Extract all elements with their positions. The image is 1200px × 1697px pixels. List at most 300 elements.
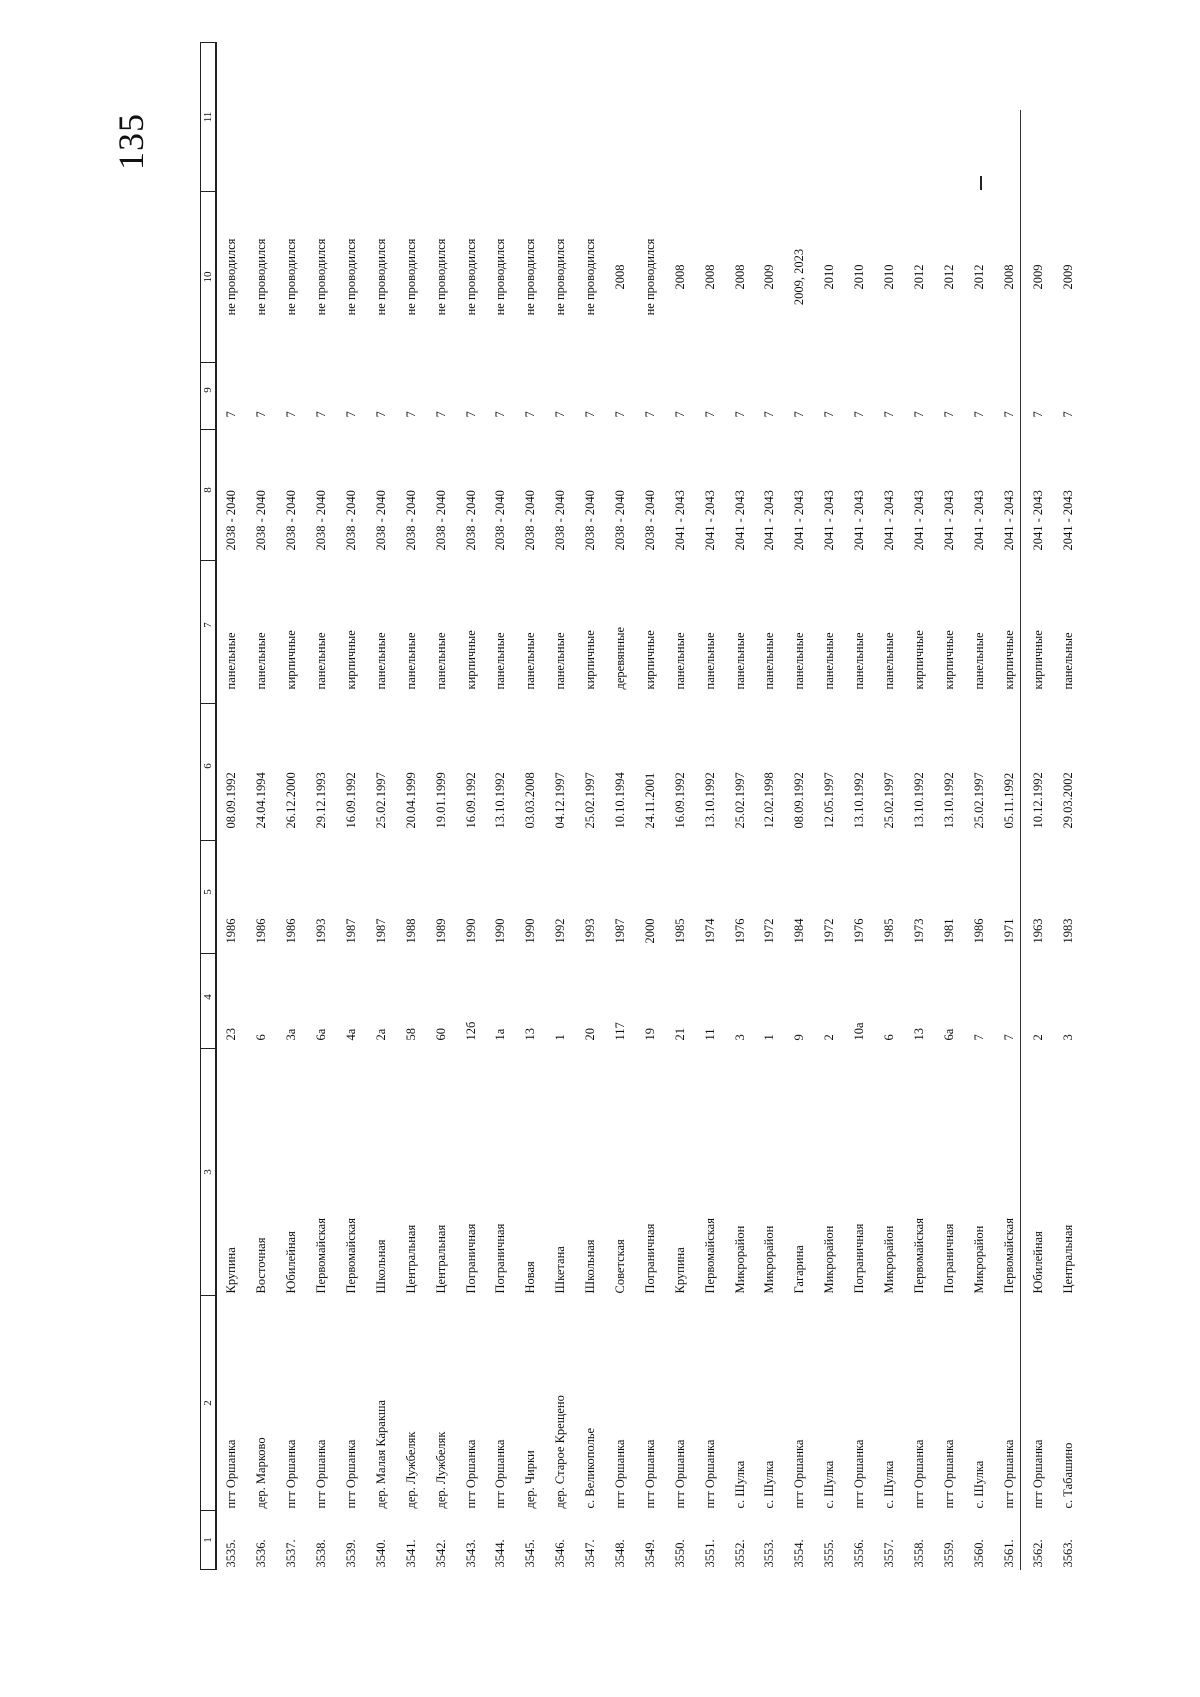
wall-material-cell: панельные [373, 632, 388, 690]
house-number-cell: 2 [822, 1034, 837, 1041]
year-built-cell: 1973 [911, 918, 926, 944]
col-9-value-cell: 7 [852, 411, 867, 418]
house-number-cell: 4а [344, 1028, 358, 1041]
col-10-value-cell: 2009, 2023 [792, 248, 807, 306]
street-cell: Гагарина [792, 1245, 807, 1294]
year-built-cell: 1989 [433, 918, 448, 944]
col-11-value-cell [426, 43, 456, 192]
wall-material-cell: кирпичные [642, 630, 657, 690]
column-number-9: 9 [201, 363, 217, 430]
col-11-value-cell [845, 43, 875, 192]
year-built-cell: 1993 [314, 918, 329, 944]
row-number-cell: 3547. [583, 1539, 598, 1568]
year-built-cell: 1985 [882, 918, 897, 944]
period-cell: 2038 - 2040 [433, 490, 448, 551]
settlement-cell: пгт Оршанка [463, 1439, 478, 1509]
col-11-value-cell [606, 43, 636, 192]
house-number-cell: 13 [911, 1028, 926, 1041]
house-number-cell: 19 [642, 1028, 657, 1041]
col-10-value-cell: 2009 [1061, 264, 1076, 290]
year-built-cell: 1983 [1061, 918, 1076, 944]
street-cell: Центральная [433, 1224, 448, 1294]
house-number-cell: 3 [1061, 1034, 1076, 1041]
col-11-value-cell [695, 43, 725, 192]
row-number-cell: 3555. [822, 1539, 837, 1568]
col-9-value-cell: 7 [642, 411, 657, 418]
street-cell: Крупина [224, 1247, 239, 1294]
col-10-value-cell: 2008 [672, 264, 687, 290]
wall-material-cell: панельные [672, 632, 687, 690]
date-cell: 03.03.2008 [523, 772, 538, 829]
col-11-value-cell [546, 43, 576, 192]
date-cell: 26.12.2000 [284, 772, 299, 829]
row-number-cell: 3537. [284, 1539, 299, 1568]
year-built-cell: 1990 [523, 918, 538, 944]
table-row [934, 43, 964, 1570]
table-row [875, 43, 905, 1570]
date-cell: 13.10.1992 [852, 772, 867, 829]
col-10-value-cell: не проводился [553, 238, 568, 316]
row-number-cell: 3551. [702, 1539, 717, 1568]
col-11-value-cell [277, 43, 307, 192]
period-cell: 2041 - 2043 [672, 490, 687, 551]
settlement-cell: с. Шулка [762, 1460, 777, 1509]
street-cell: Пограничная [642, 1223, 657, 1294]
table-row [904, 43, 934, 1570]
house-number-cell: 2 [1031, 1034, 1046, 1041]
period-cell: 2041 - 2043 [1001, 490, 1016, 551]
street-cell: Восточная [254, 1237, 269, 1294]
settlement-cell: с. Шулка [971, 1460, 986, 1509]
year-built-cell: 1985 [672, 918, 687, 944]
col-10-value-cell: не проводился [463, 238, 478, 316]
col-10-value-cell: 2008 [1001, 264, 1016, 290]
col-10-value-cell: 2009 [1031, 264, 1046, 290]
date-cell: 29.03.2002 [1061, 772, 1076, 829]
wall-material-cell: панельные [433, 632, 448, 690]
col-11-value-cell [964, 43, 994, 192]
year-built-cell: 1981 [941, 918, 956, 944]
date-cell: 13.10.1992 [493, 772, 508, 829]
row-number-cell: 3563. [1061, 1539, 1076, 1568]
settlement-cell: дер. Чирки [523, 1450, 538, 1509]
street-cell: Пограничная [852, 1223, 867, 1294]
row-number-cell: 3561. [1001, 1539, 1016, 1568]
date-cell: 20.04.1999 [403, 772, 418, 829]
period-cell: 2041 - 2043 [762, 490, 777, 551]
date-cell: 13.10.1992 [702, 772, 717, 829]
row-number-cell: 3560. [971, 1539, 986, 1568]
col-9-value-cell: 7 [583, 411, 598, 418]
col-9-value-cell: 7 [1061, 411, 1076, 418]
col-10-value-cell: не проводился [254, 238, 269, 316]
table-row [1024, 43, 1054, 1570]
date-cell: 10.10.1994 [613, 772, 628, 829]
table-row [845, 43, 875, 1570]
row-number-cell: 3550. [672, 1539, 687, 1568]
table-row [665, 43, 695, 1570]
table-row [456, 43, 486, 1570]
date-cell: 16.09.1992 [344, 772, 358, 829]
row-number-cell: 3559. [941, 1539, 956, 1568]
year-built-cell: 1986 [284, 918, 299, 944]
wall-material-cell: панельные [314, 632, 329, 690]
wall-material-cell: панельные [971, 632, 986, 690]
house-number-cell: 3 [732, 1034, 747, 1041]
wall-material-cell: панельные [822, 632, 837, 690]
column-number-10: 10 [201, 192, 217, 363]
period-cell: 2038 - 2040 [344, 490, 358, 551]
col-10-value-cell: не проводился [224, 238, 239, 316]
settlement-cell: пгт Оршанка [702, 1439, 717, 1509]
street-cell: Микрорайон [762, 1225, 777, 1294]
col-9-value-cell: 7 [941, 411, 956, 418]
col-10-value-cell: 2010 [822, 264, 837, 290]
date-cell: 13.10.1992 [911, 772, 926, 829]
col-9-value-cell: 7 [553, 411, 568, 418]
col-10-value-cell: не проводился [403, 238, 418, 316]
col-11-value-cell [216, 43, 247, 192]
row-number-cell: 3562. [1031, 1539, 1046, 1568]
wall-material-cell: панельные [702, 632, 717, 690]
col-11-value-cell [307, 43, 337, 192]
col-10-value-cell: не проводился [284, 238, 299, 316]
wall-material-cell: кирпичные [941, 630, 956, 690]
col-11-value-cell [486, 43, 516, 192]
house-number-cell: 117 [613, 1022, 628, 1041]
row-number-cell: 3536. [254, 1539, 269, 1568]
column-number-7: 7 [201, 561, 217, 704]
wall-material-cell: кирпичные [911, 630, 926, 690]
period-cell: 2038 - 2040 [463, 490, 478, 551]
row-number-cell: 3545. [523, 1539, 538, 1568]
period-cell: 2038 - 2040 [493, 490, 508, 551]
house-number-cell: 13 [523, 1028, 538, 1041]
street-cell: Центральная [1061, 1224, 1076, 1294]
col-9-value-cell: 7 [1031, 411, 1046, 418]
col-9-value-cell: 7 [224, 411, 239, 418]
table-row [546, 43, 576, 1570]
col-9-value-cell: 7 [702, 411, 717, 418]
col-9-value-cell: 7 [433, 411, 448, 418]
table-row [606, 43, 636, 1570]
row-number-cell: 3548. [613, 1539, 628, 1568]
col-9-value-cell: 7 [344, 411, 358, 418]
wall-material-cell: кирпичные [344, 630, 358, 690]
street-cell: Первомайская [344, 1218, 358, 1294]
col-11-value-cell [875, 43, 905, 192]
col-9-value-cell: 7 [882, 411, 897, 418]
col-10-value-cell: 2012 [971, 264, 986, 290]
column-number-2: 2 [201, 1296, 217, 1511]
period-cell: 2038 - 2040 [583, 490, 598, 551]
row-number-cell: 3535. [224, 1539, 239, 1568]
col-11-value-cell [725, 43, 755, 192]
date-cell: 25.02.1997 [373, 772, 388, 829]
street-cell: Пограничная [941, 1223, 956, 1294]
wall-material-cell: кирпичные [284, 630, 299, 690]
street-cell: Микрорайон [882, 1225, 897, 1294]
col-9-value-cell: 7 [672, 411, 687, 418]
street-cell: Школьная [373, 1239, 388, 1294]
settlement-cell: пгт Оршанка [1031, 1439, 1046, 1509]
year-built-cell: 1963 [1031, 918, 1046, 944]
period-cell: 2041 - 2043 [911, 490, 926, 551]
year-built-cell: 1992 [553, 918, 568, 944]
table-row [277, 43, 307, 1570]
settlement-cell: пгт Оршанка [1001, 1439, 1016, 1509]
period-cell: 2038 - 2040 [314, 490, 329, 551]
column-number-1: 1 [201, 1511, 217, 1570]
period-cell: 2041 - 2043 [822, 490, 837, 551]
wall-material-cell: панельные [792, 632, 807, 690]
settlement-cell: пгт Оршанка [642, 1439, 657, 1509]
page-number: 135 [111, 113, 151, 170]
date-cell: 24.04.1994 [254, 772, 269, 829]
row-number-cell: 3542. [433, 1539, 448, 1568]
period-cell: 2038 - 2040 [373, 490, 388, 551]
house-number-cell: 7 [971, 1034, 986, 1041]
table-row [725, 43, 755, 1570]
col-11-value-cell [815, 43, 845, 192]
table-row [516, 43, 546, 1570]
date-cell: 25.02.1997 [732, 772, 747, 829]
year-built-cell: 1990 [463, 918, 478, 944]
wall-material-cell: панельные [254, 632, 269, 690]
period-cell: 2038 - 2040 [523, 490, 538, 551]
row-number-cell: 3538. [314, 1539, 329, 1568]
settlement-cell: пгт Оршанка [672, 1439, 687, 1509]
date-cell: 16.09.1992 [672, 772, 687, 829]
col-9-value-cell: 7 [523, 411, 538, 418]
column-number-4: 4 [201, 954, 217, 1049]
col-10-value-cell: 2010 [882, 264, 897, 290]
col-11-value-cell [366, 43, 396, 192]
house-number-cell: 3а [284, 1028, 299, 1041]
col-11-value-cell [1054, 43, 1084, 192]
column-number-3: 3 [201, 1049, 217, 1296]
period-cell: 2041 - 2043 [1031, 490, 1046, 551]
wall-material-cell: панельные [523, 632, 538, 690]
row-number-cell: 3554. [792, 1539, 807, 1568]
date-cell: 12.05.1997 [822, 772, 837, 829]
row-number-cell: 3539. [344, 1539, 358, 1568]
table-row [1054, 43, 1084, 1570]
col-10-value-cell: не проводился [493, 238, 508, 316]
year-built-cell: 2000 [642, 918, 657, 944]
col-9-value-cell: 7 [284, 411, 299, 418]
street-cell: Первомайская [1001, 1218, 1016, 1294]
street-cell: Школьная [583, 1239, 598, 1294]
col-9-value-cell: 7 [822, 411, 837, 418]
period-cell: 2038 - 2040 [642, 490, 657, 551]
table-row [755, 43, 785, 1570]
street-cell: Микрорайон [971, 1225, 986, 1294]
table-row [815, 43, 845, 1570]
col-9-value-cell: 7 [792, 411, 807, 418]
col-9-value-cell: 7 [403, 411, 418, 418]
year-built-cell: 1986 [224, 918, 239, 944]
house-number-cell: 58 [403, 1028, 418, 1041]
house-number-cell: 7 [1001, 1034, 1016, 1041]
settlement-cell: с. Табашино [1061, 1442, 1076, 1509]
street-cell: Крупина [672, 1247, 687, 1294]
year-built-cell: 1988 [403, 918, 418, 944]
house-number-cell: 11 [702, 1028, 717, 1041]
settlement-cell: пгт Оршанка [314, 1439, 329, 1509]
col-11-value-cell [396, 43, 426, 192]
street-cell: Центральная [403, 1224, 418, 1294]
date-cell: 25.02.1997 [882, 772, 897, 829]
col-11-value-cell [576, 43, 606, 192]
table-row [576, 43, 606, 1570]
wall-material-cell: деревянные [613, 626, 628, 690]
wall-material-cell: панельные [762, 632, 777, 690]
settlement-cell: с. Великополье [583, 1427, 598, 1509]
house-number-cell: 6 [254, 1034, 269, 1041]
col-11-value-cell [934, 43, 964, 192]
date-cell: 08.09.1992 [224, 772, 239, 829]
col-10-value-cell: не проводился [523, 238, 538, 316]
col-10-value-cell: не проводился [373, 238, 388, 316]
table-row [785, 43, 815, 1570]
wall-material-cell: панельные [553, 632, 568, 690]
col-11-value-cell [516, 43, 546, 192]
date-cell: 13.10.1992 [941, 772, 956, 829]
street-cell: Юбилейная [1031, 1231, 1046, 1294]
period-cell: 2038 - 2040 [403, 490, 418, 551]
table-body [216, 43, 1084, 1570]
date-cell: 10.12.1992 [1031, 772, 1046, 829]
wall-material-cell: кирпичные [1001, 630, 1016, 690]
date-cell: 25.02.1997 [583, 772, 598, 829]
settlement-cell: пгт Оршанка [493, 1439, 508, 1509]
year-built-cell: 1993 [583, 918, 598, 944]
col-10-value-cell: не проводился [583, 238, 598, 316]
street-cell: Первомайская [314, 1218, 329, 1294]
year-built-cell: 1986 [971, 918, 986, 944]
house-number-cell: 10а [852, 1022, 867, 1041]
page-frame-line [1020, 110, 1021, 1570]
house-number-cell: 2а [373, 1028, 388, 1041]
street-cell: Советская [613, 1239, 628, 1294]
col-10-value-cell: 2008 [732, 264, 747, 290]
settlement-cell: дер. Старое Крещено [553, 1395, 568, 1509]
wall-material-cell: панельные [732, 632, 747, 690]
period-cell: 2041 - 2043 [971, 490, 986, 551]
col-11-value-cell [247, 43, 277, 192]
rotated-page [111, 111, 1076, 1570]
table-row [695, 43, 725, 1570]
row-number-cell: 3543. [463, 1539, 478, 1568]
settlement-cell: дер. Марково [254, 1437, 269, 1509]
date-cell: 29.12.1993 [314, 772, 329, 829]
margin-mark [980, 176, 982, 190]
year-built-cell: 1972 [762, 918, 777, 944]
date-cell: 24.11.2001 [642, 772, 657, 829]
year-built-cell: 1974 [702, 918, 717, 944]
row-number-cell: 3557. [882, 1539, 897, 1568]
wall-material-cell: панельные [1061, 632, 1076, 690]
period-cell: 2041 - 2043 [702, 490, 717, 551]
col-9-value-cell: 7 [911, 411, 926, 418]
year-built-cell: 1976 [732, 918, 747, 944]
col-10-value-cell: 2009 [762, 264, 777, 290]
settlement-cell: пгт Оршанка [284, 1439, 299, 1509]
col-9-value-cell: 7 [493, 411, 508, 418]
year-built-cell: 1987 [613, 918, 628, 944]
settlement-cell: пгт Оршанка [941, 1439, 956, 1509]
house-number-cell: 9 [792, 1034, 807, 1041]
house-number-cell: 20 [583, 1028, 598, 1041]
date-cell: 05.11.1992 [1001, 772, 1016, 829]
col-10-value-cell: 2010 [852, 264, 867, 290]
wall-material-cell: панельные [882, 632, 897, 690]
col-10-value-cell: 2008 [702, 264, 717, 290]
period-cell: 2038 - 2040 [224, 490, 239, 551]
wall-material-cell: панельные [852, 632, 867, 690]
period-cell: 2041 - 2043 [732, 490, 747, 551]
settlement-cell: пгт Оршанка [911, 1439, 926, 1509]
wall-material-cell: панельные [403, 632, 418, 690]
period-cell: 2038 - 2040 [284, 490, 299, 551]
col-9-value-cell: 7 [463, 411, 478, 418]
register-table [200, 42, 1084, 1570]
house-number-cell: 1а [493, 1028, 508, 1041]
date-cell: 19.01.1999 [433, 772, 448, 829]
column-number-8: 8 [201, 430, 217, 561]
period-cell: 2041 - 2043 [1061, 490, 1076, 551]
date-cell: 08.09.1992 [792, 772, 807, 829]
settlement-cell: с. Шулка [822, 1460, 837, 1509]
table-row [337, 43, 367, 1570]
row-number-cell: 3544. [493, 1539, 508, 1568]
wall-material-cell: панельные [224, 632, 239, 690]
date-cell: 25.02.1997 [971, 772, 986, 829]
table-row [307, 43, 337, 1570]
street-cell: Первомайская [702, 1218, 717, 1294]
col-9-value-cell: 7 [254, 411, 269, 418]
year-built-cell: 1986 [254, 918, 269, 944]
house-number-cell: 21 [672, 1028, 687, 1041]
col-10-value-cell: 2012 [911, 264, 926, 290]
col-11-value-cell [755, 43, 785, 192]
settlement-cell: с. Шулка [882, 1460, 897, 1509]
column-number-row [201, 43, 217, 1570]
settlement-cell: с. Шулка [732, 1460, 747, 1509]
house-number-cell: 12б [463, 1021, 478, 1041]
street-cell: Пограничная [493, 1223, 508, 1294]
date-cell: 16.09.1992 [463, 772, 478, 829]
col-9-value-cell: 7 [732, 411, 747, 418]
period-cell: 2038 - 2040 [254, 490, 269, 551]
col-9-value-cell: 7 [971, 411, 986, 418]
wall-material-cell: кирпичные [463, 630, 478, 690]
date-cell: 04.12.1997 [553, 772, 568, 829]
table-row [486, 43, 516, 1570]
col-11-value-cell [337, 43, 367, 192]
street-cell: Первомайская [911, 1218, 926, 1294]
col-9-value-cell: 7 [1001, 411, 1016, 418]
house-number-cell: 6а [941, 1028, 956, 1041]
period-cell: 2038 - 2040 [613, 490, 628, 551]
col-11-value-cell [665, 43, 695, 192]
settlement-cell: пгт Оршанка [344, 1439, 358, 1509]
street-cell: Микрорайон [732, 1225, 747, 1294]
col-11-value-cell [456, 43, 486, 192]
street-cell: Юбилейная [284, 1231, 299, 1294]
wall-material-cell: кирпичные [583, 630, 598, 690]
